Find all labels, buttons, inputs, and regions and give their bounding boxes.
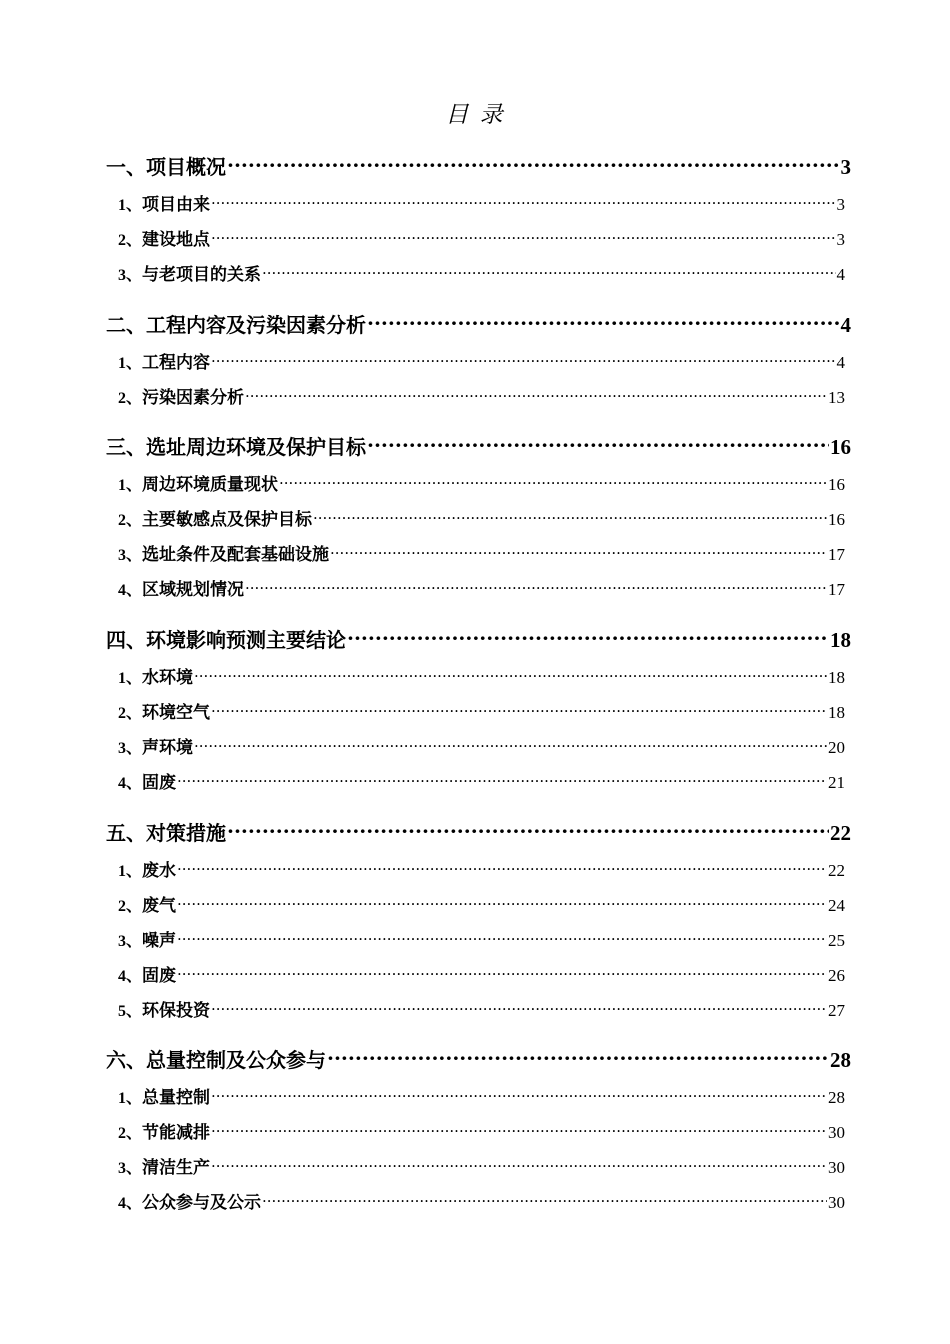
toc-leader-dots (211, 701, 827, 718)
toc-leader-dots (211, 1156, 827, 1173)
toc-leader-dots (177, 929, 827, 946)
toc-leader-dots (194, 736, 827, 753)
toc-item[interactable] (118, 470, 845, 494)
toc-leader-dots (327, 1047, 829, 1067)
toc-item[interactable] (118, 1188, 845, 1212)
toc-item-page: 13 (828, 388, 845, 407)
toc-item-page: 30 (828, 1158, 845, 1177)
toc-item-label: 清洁生产 (142, 1158, 211, 1177)
toc-item[interactable] (118, 383, 845, 407)
toc-leader-dots (367, 312, 840, 332)
toc-section-label: 一、项目概况 (106, 155, 226, 179)
toc-item[interactable] (118, 1118, 845, 1142)
toc-item-label: 总量控制 (142, 1088, 211, 1107)
toc-item[interactable] (118, 1083, 845, 1107)
toc-leader-dots (194, 666, 827, 683)
toc-item-label: 主要敏感点及保护目标 (142, 510, 313, 529)
toc-leader-dots (177, 964, 827, 981)
toc-item[interactable] (118, 961, 845, 985)
toc-item-page: 30 (828, 1123, 845, 1142)
toc-item-page: 20 (828, 738, 845, 757)
toc-item[interactable] (118, 663, 845, 687)
toc-item-number: 5、 (118, 1003, 143, 1020)
toc-section-page: 18 (830, 628, 851, 652)
toc-item[interactable] (118, 190, 845, 214)
toc-item-number: 2、 (118, 1125, 143, 1142)
toc-item-label: 节能减排 (142, 1123, 211, 1142)
toc-leader-dots (262, 1191, 827, 1208)
toc-section[interactable] (106, 624, 851, 652)
toc-item[interactable] (118, 225, 845, 249)
toc-item-label: 废水 (142, 861, 177, 880)
toc-item[interactable] (118, 505, 845, 529)
toc-item-page: 27 (828, 1001, 845, 1020)
toc-item-number: 1、 (118, 863, 143, 880)
toc-section-page: 16 (830, 435, 851, 459)
toc-item-page: 30 (828, 1193, 845, 1212)
toc-section[interactable] (106, 309, 851, 337)
toc-section-label: 五、对策措施 (106, 821, 226, 845)
toc-item-number: 1、 (118, 670, 143, 687)
toc-item-label: 噪声 (142, 931, 177, 950)
toc-item-page: 22 (828, 861, 845, 880)
toc-section[interactable] (106, 817, 851, 845)
toc-item-label: 废气 (142, 896, 177, 915)
toc-section-label: 二、工程内容及污染因素分析 (106, 313, 366, 337)
toc-leader-dots (177, 771, 827, 788)
toc-item-number: 3、 (118, 267, 143, 284)
toc-item-page: 4 (836, 353, 845, 372)
toc-item-number: 2、 (118, 390, 143, 407)
toc-item-label: 固废 (142, 773, 177, 792)
toc-item-label: 工程内容 (142, 353, 211, 372)
toc-leader-dots (177, 894, 827, 911)
toc-section[interactable] (106, 1044, 851, 1072)
toc-item-label: 固废 (142, 966, 177, 985)
toc-item-number: 1、 (118, 1090, 143, 1107)
toc-item-label: 项目由来 (142, 195, 211, 214)
page-title: 目 录 (445, 102, 505, 128)
toc-item-number: 3、 (118, 1160, 143, 1177)
toc-leader-dots (262, 263, 835, 280)
toc-item-label: 区域规划情况 (142, 580, 245, 599)
toc-item[interactable] (118, 856, 845, 880)
toc-item-number: 4、 (118, 582, 143, 599)
toc-leader-dots (245, 386, 827, 403)
toc-item-number: 1、 (118, 477, 143, 494)
toc-leader-dots (313, 508, 827, 525)
toc-item-number: 2、 (118, 898, 143, 915)
toc-section-page: 3 (840, 155, 851, 179)
toc-item-number: 4、 (118, 775, 143, 792)
toc-item-number: 1、 (118, 355, 143, 372)
toc-item-page: 16 (828, 475, 845, 494)
toc-item-page: 17 (828, 580, 845, 599)
toc-item-label: 环保投资 (142, 1001, 211, 1020)
toc-item[interactable] (118, 996, 845, 1020)
toc-item-page: 16 (828, 510, 845, 529)
toc-leader-dots (347, 627, 829, 647)
toc-item-label: 污染因素分析 (142, 388, 245, 407)
toc-item-page: 4 (836, 265, 845, 284)
toc-section-page: 4 (840, 313, 851, 337)
toc-section[interactable] (106, 151, 851, 179)
toc-leader-dots (211, 999, 827, 1016)
toc-item[interactable] (118, 768, 845, 792)
toc-leader-dots (177, 859, 827, 876)
toc-item-page: 18 (828, 668, 845, 687)
toc-leader-dots (211, 193, 835, 210)
toc-item-number: 1、 (118, 197, 143, 214)
toc-item-number: 4、 (118, 1195, 143, 1212)
toc-section-label: 三、选址周边环境及保护目标 (106, 435, 366, 459)
toc-item-page: 21 (828, 773, 845, 792)
toc-section[interactable] (106, 431, 851, 459)
toc-leader-dots (245, 578, 827, 595)
toc-item-page: 3 (836, 195, 845, 214)
toc-item-label: 声环境 (142, 738, 194, 757)
toc-item-label: 与老项目的关系 (142, 265, 262, 284)
toc-leader-dots (279, 473, 827, 490)
toc-item-label: 选址条件及配套基础设施 (142, 545, 330, 564)
toc-section-page: 22 (830, 821, 851, 845)
toc-section-label: 六、总量控制及公众参与 (106, 1048, 326, 1072)
toc-section-page: 28 (830, 1048, 851, 1072)
toc-item[interactable] (118, 891, 845, 915)
toc-item-number: 3、 (118, 740, 143, 757)
toc-item-number: 2、 (118, 232, 143, 249)
toc-item[interactable] (118, 733, 845, 757)
toc-item[interactable] (118, 575, 845, 599)
toc-item-number: 3、 (118, 933, 143, 950)
toc-item-number: 2、 (118, 705, 143, 722)
toc-item-page: 25 (828, 931, 845, 950)
toc-section-label: 四、环境影响预测主要结论 (106, 628, 346, 652)
toc-item-label: 环境空气 (142, 703, 211, 722)
toc-leader-dots (211, 351, 835, 368)
toc-item[interactable] (118, 260, 845, 284)
toc-item[interactable] (118, 926, 845, 950)
toc-item-number: 3、 (118, 547, 143, 564)
toc-item-page: 17 (828, 545, 845, 564)
toc-item[interactable] (118, 698, 845, 722)
toc-item-label: 周边环境质量现状 (142, 475, 279, 494)
toc-item-page: 18 (828, 703, 845, 722)
toc-leader-dots (330, 543, 827, 560)
toc-leader-dots (227, 154, 840, 174)
toc-item-number: 2、 (118, 512, 143, 529)
toc-item-label: 公众参与及公示 (142, 1193, 262, 1212)
toc-item-page: 28 (828, 1088, 845, 1107)
toc-leader-dots (367, 434, 829, 454)
toc-item-number: 4、 (118, 968, 143, 985)
toc-item-page: 3 (836, 230, 845, 249)
toc-leader-dots (227, 820, 829, 840)
toc-item[interactable] (118, 1153, 845, 1177)
toc-item-label: 建设地点 (142, 230, 211, 249)
toc-item-label: 水环境 (142, 668, 194, 687)
toc-leader-dots (211, 228, 835, 245)
toc-item-page: 26 (828, 966, 845, 985)
toc-item[interactable] (118, 540, 845, 564)
toc-leader-dots (211, 1086, 827, 1103)
toc-leader-dots (211, 1121, 827, 1138)
toc-item-page: 24 (828, 896, 845, 915)
toc-item[interactable] (118, 348, 845, 372)
